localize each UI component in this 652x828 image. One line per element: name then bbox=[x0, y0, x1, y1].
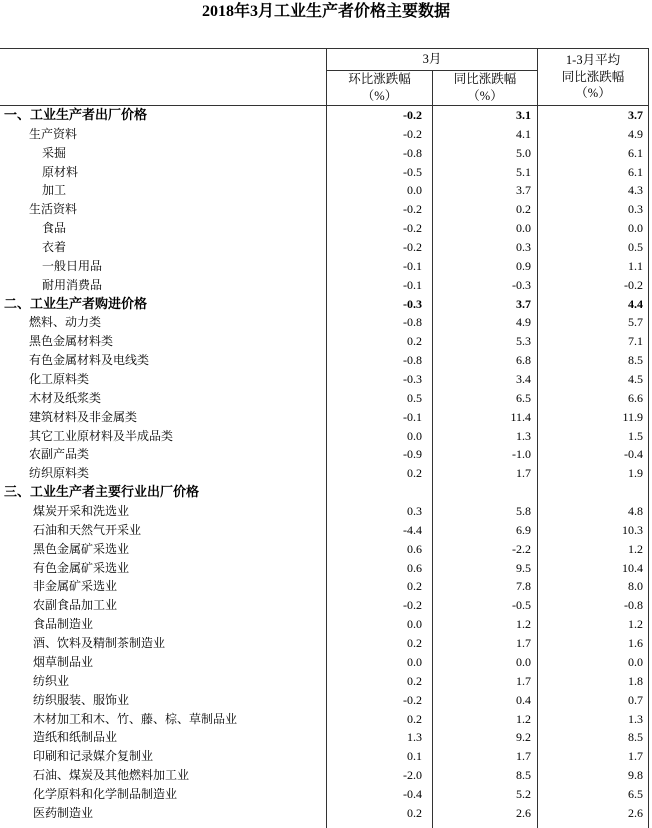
row-label: 煤炭开采和洗选业 bbox=[0, 502, 327, 521]
ytd-header-label: 同比涨跌幅 bbox=[561, 69, 625, 84]
mom-value: 0.2 bbox=[327, 710, 433, 729]
table-row bbox=[0, 747, 649, 766]
row-label: 原材料 bbox=[0, 163, 327, 182]
table-row bbox=[0, 653, 649, 672]
month-subheaders bbox=[327, 71, 537, 108]
ytd-value: 1.5 bbox=[538, 427, 649, 446]
yoy-value bbox=[433, 823, 538, 828]
table-row bbox=[0, 785, 649, 804]
mom-value: -0.8 bbox=[327, 313, 433, 332]
row-label: 二、工业生产者购进价格 bbox=[0, 295, 327, 314]
row-label: 衣着 bbox=[0, 238, 327, 257]
mom-value: -0.1 bbox=[327, 276, 433, 295]
mom-value: 0.3 bbox=[327, 502, 433, 521]
yoy-value: 7.8 bbox=[433, 577, 538, 596]
item-column-header bbox=[0, 49, 327, 105]
yoy-value: 6.9 bbox=[433, 521, 538, 540]
table-row bbox=[0, 502, 649, 521]
mom-value: 0.0 bbox=[327, 181, 433, 200]
table-row bbox=[0, 728, 649, 747]
mom-header-label: 环比涨跌幅 bbox=[348, 72, 411, 86]
table-body bbox=[0, 106, 649, 823]
mom-value: 0.0 bbox=[327, 615, 433, 634]
ytd-value: 4.9 bbox=[538, 125, 649, 144]
section-row bbox=[0, 295, 649, 314]
ytd-value: 10.3 bbox=[538, 521, 649, 540]
mom-value: -0.2 bbox=[327, 238, 433, 257]
mom-value: 0.2 bbox=[327, 332, 433, 351]
mom-value: -0.1 bbox=[327, 408, 433, 427]
table-row bbox=[0, 181, 649, 200]
table-row bbox=[0, 313, 649, 332]
yoy-header-unit: （%） bbox=[467, 89, 503, 103]
mom-value: -0.3 bbox=[327, 370, 433, 389]
row-label: 生产资料 bbox=[0, 125, 327, 144]
yoy-value: 1.7 bbox=[433, 634, 538, 653]
ytd-value: 0.0 bbox=[538, 219, 649, 238]
yoy-value: 0.0 bbox=[433, 219, 538, 238]
table-row bbox=[0, 370, 649, 389]
mom-value: -0.2 bbox=[327, 125, 433, 144]
table-row bbox=[0, 276, 649, 295]
row-label: 医药制造业 bbox=[0, 804, 327, 823]
table-row bbox=[0, 804, 649, 823]
table-row bbox=[0, 389, 649, 408]
yoy-value: 3.1 bbox=[433, 106, 538, 125]
row-label: 化工原料类 bbox=[0, 370, 327, 389]
ytd-value: -0.8 bbox=[538, 596, 649, 615]
ytd-value bbox=[538, 823, 649, 828]
yoy-value: -0.5 bbox=[433, 596, 538, 615]
yoy-value: 9.5 bbox=[433, 559, 538, 578]
table-row bbox=[0, 408, 649, 427]
yoy-value: 5.1 bbox=[433, 163, 538, 182]
ytd-header bbox=[538, 49, 649, 105]
section-row bbox=[0, 483, 649, 502]
mom-value: -0.1 bbox=[327, 257, 433, 276]
row-label: 木材及纸浆类 bbox=[0, 389, 327, 408]
yoy-value: 5.8 bbox=[433, 502, 538, 521]
mom-value: 0.2 bbox=[327, 634, 433, 653]
mom-value: 0.6 bbox=[327, 540, 433, 559]
yoy-value: 5.3 bbox=[433, 332, 538, 351]
mom-value: -0.2 bbox=[327, 219, 433, 238]
table-row bbox=[0, 634, 649, 653]
ytd-value: 7.1 bbox=[538, 332, 649, 351]
row-label: 耐用消费品 bbox=[0, 276, 327, 295]
ytd-value: 2.6 bbox=[538, 804, 649, 823]
ytd-value: 4.4 bbox=[538, 295, 649, 314]
yoy-header bbox=[433, 71, 537, 108]
ytd-value: 1.7 bbox=[538, 747, 649, 766]
mom-value: -0.4 bbox=[327, 785, 433, 804]
row-label: 黑色金属材料类 bbox=[0, 332, 327, 351]
ytd-value: -0.2 bbox=[538, 276, 649, 295]
row-label: 生活资料 bbox=[0, 200, 327, 219]
ytd-value: 3.7 bbox=[538, 106, 649, 125]
page-title: 2018年3月工业生产者价格主要数据 bbox=[201, 3, 450, 20]
row-label: 化学原料和化学制品制造业 bbox=[0, 785, 327, 804]
ytd-value: 6.6 bbox=[538, 389, 649, 408]
row-label: 纺织服装、服饰业 bbox=[0, 691, 327, 710]
row-label: 建筑材料及非金属类 bbox=[0, 408, 327, 427]
mom-value: 0.5 bbox=[327, 389, 433, 408]
yoy-value: 1.7 bbox=[433, 747, 538, 766]
yoy-value: 0.2 bbox=[433, 200, 538, 219]
yoy-value: -2.2 bbox=[433, 540, 538, 559]
mom-value bbox=[327, 823, 433, 828]
table-row bbox=[0, 691, 649, 710]
yoy-value: 1.3 bbox=[433, 427, 538, 446]
row-label: 食品 bbox=[0, 219, 327, 238]
yoy-value: -0.3 bbox=[433, 276, 538, 295]
ytd-value: 9.8 bbox=[538, 766, 649, 785]
ytd-value: 4.8 bbox=[538, 502, 649, 521]
yoy-value: 3.7 bbox=[433, 181, 538, 200]
mom-value: -2.0 bbox=[327, 766, 433, 785]
ytd-value: 4.3 bbox=[538, 181, 649, 200]
row-label: 纺织原料类 bbox=[0, 464, 327, 483]
row-label: 一般日用品 bbox=[0, 257, 327, 276]
yoy-value: 1.7 bbox=[433, 464, 538, 483]
table-row bbox=[0, 577, 649, 596]
month-header-group bbox=[327, 49, 538, 105]
mom-value: 0.2 bbox=[327, 464, 433, 483]
ytd-value: 1.8 bbox=[538, 672, 649, 691]
row-label: 三、工业生产者主要行业出厂价格 bbox=[0, 483, 327, 502]
row-label: 农副食品加工业 bbox=[0, 596, 327, 615]
table-row bbox=[0, 238, 649, 257]
ytd-value: 8.5 bbox=[538, 351, 649, 370]
mom-value: 0.6 bbox=[327, 559, 433, 578]
row-label: 非金属矿采选业 bbox=[0, 577, 327, 596]
yoy-value: 9.2 bbox=[433, 728, 538, 747]
table-row bbox=[0, 427, 649, 446]
row-label: 其它工业原材料及半成品类 bbox=[0, 427, 327, 446]
ytd-value bbox=[538, 483, 649, 502]
ytd-value: 8.5 bbox=[538, 728, 649, 747]
table-row bbox=[0, 445, 649, 464]
mom-value: 0.2 bbox=[327, 672, 433, 691]
row-label: 木材加工和木、竹、藤、棕、草制品业 bbox=[0, 710, 327, 729]
mom-value: 1.3 bbox=[327, 728, 433, 747]
yoy-value: 4.1 bbox=[433, 125, 538, 144]
yoy-value: 0.0 bbox=[433, 653, 538, 672]
table-row bbox=[0, 521, 649, 540]
yoy-value: 11.4 bbox=[433, 408, 538, 427]
ytd-value: 1.9 bbox=[538, 464, 649, 483]
yoy-value bbox=[433, 483, 538, 502]
mom-value: -0.3 bbox=[327, 295, 433, 314]
table-row bbox=[0, 615, 649, 634]
ytd-value: 1.2 bbox=[538, 540, 649, 559]
row-label: 一、工业生产者出厂价格 bbox=[0, 106, 327, 125]
ytd-value: 1.1 bbox=[538, 257, 649, 276]
row-label: 酒、饮料及精制茶制造业 bbox=[0, 634, 327, 653]
yoy-value: 5.2 bbox=[433, 785, 538, 804]
ytd-value: 6.1 bbox=[538, 163, 649, 182]
month-header: 3月 bbox=[327, 49, 537, 71]
ytd-value: 1.6 bbox=[538, 634, 649, 653]
ytd-value: 0.3 bbox=[538, 200, 649, 219]
table-row bbox=[0, 144, 649, 163]
yoy-value: 3.4 bbox=[433, 370, 538, 389]
yoy-value: 3.7 bbox=[433, 295, 538, 314]
mom-value: 0.1 bbox=[327, 747, 433, 766]
table-row bbox=[0, 596, 649, 615]
yoy-value: 6.5 bbox=[433, 389, 538, 408]
table-row bbox=[0, 672, 649, 691]
ytd-value: 0.0 bbox=[538, 653, 649, 672]
table-row bbox=[0, 464, 649, 483]
mom-value bbox=[327, 483, 433, 502]
section-row bbox=[0, 106, 649, 125]
row-label: 农副产品类 bbox=[0, 445, 327, 464]
ytd-value: 0.5 bbox=[538, 238, 649, 257]
ytd-value: 1.2 bbox=[538, 615, 649, 634]
row-label: 加工 bbox=[0, 181, 327, 200]
table-row bbox=[0, 766, 649, 785]
yoy-value: 4.9 bbox=[433, 313, 538, 332]
row-label: 黑色金属矿采选业 bbox=[0, 540, 327, 559]
ytd-value: 11.9 bbox=[538, 408, 649, 427]
row-label: 烟草制品业 bbox=[0, 653, 327, 672]
ytd-value: 1.3 bbox=[538, 710, 649, 729]
ytd-value: 4.5 bbox=[538, 370, 649, 389]
row-label: 有色金属矿采选业 bbox=[0, 559, 327, 578]
table-row bbox=[0, 125, 649, 144]
yoy-value: 1.7 bbox=[433, 672, 538, 691]
mom-value: 0.2 bbox=[327, 804, 433, 823]
mom-header bbox=[327, 71, 433, 108]
mom-value: 0.0 bbox=[327, 653, 433, 672]
yoy-value: 0.9 bbox=[433, 257, 538, 276]
yoy-value: 2.6 bbox=[433, 804, 538, 823]
row-label: 有色金属材料及电线类 bbox=[0, 351, 327, 370]
row-label: 食品制造业 bbox=[0, 615, 327, 634]
mom-value: -0.2 bbox=[327, 691, 433, 710]
yoy-value: 1.2 bbox=[433, 615, 538, 634]
mom-header-unit: （%） bbox=[361, 89, 398, 103]
table-row bbox=[0, 351, 649, 370]
table-row bbox=[0, 163, 649, 182]
ytd-value: 6.5 bbox=[538, 785, 649, 804]
mom-value: -0.8 bbox=[327, 144, 433, 163]
table-row-partial bbox=[0, 823, 649, 828]
price-table bbox=[0, 48, 649, 828]
table-row bbox=[0, 540, 649, 559]
yoy-header-label: 同比涨跌幅 bbox=[453, 72, 517, 86]
table-row bbox=[0, 257, 649, 276]
ytd-value: 8.0 bbox=[538, 577, 649, 596]
row-label: 纺织业 bbox=[0, 672, 327, 691]
mom-value: -0.2 bbox=[327, 200, 433, 219]
yoy-value: 0.4 bbox=[433, 691, 538, 710]
mom-value: -0.5 bbox=[327, 163, 433, 182]
row-label: 石油、煤炭及其他燃料加工业 bbox=[0, 766, 327, 785]
row-label bbox=[0, 823, 327, 828]
mom-value: -0.2 bbox=[327, 596, 433, 615]
ytd-value: 6.1 bbox=[538, 144, 649, 163]
mom-value: -0.8 bbox=[327, 351, 433, 370]
ytd-value: 0.7 bbox=[538, 691, 649, 710]
mom-value: -0.9 bbox=[327, 445, 433, 464]
table-row bbox=[0, 200, 649, 219]
row-label: 印刷和记录媒介复制业 bbox=[0, 747, 327, 766]
yoy-value: 0.3 bbox=[433, 238, 538, 257]
ytd-value: 5.7 bbox=[538, 313, 649, 332]
table-row bbox=[0, 219, 649, 238]
row-label: 燃料、动力类 bbox=[0, 313, 327, 332]
table-row bbox=[0, 332, 649, 351]
yoy-value: -1.0 bbox=[433, 445, 538, 464]
yoy-value: 1.2 bbox=[433, 710, 538, 729]
mom-value: -4.4 bbox=[327, 521, 433, 540]
table-header bbox=[0, 48, 649, 106]
yoy-value: 8.5 bbox=[433, 766, 538, 785]
ytd-header-period: 1-3月平均 bbox=[565, 53, 621, 68]
mom-value: 0.0 bbox=[327, 427, 433, 446]
row-label: 石油和天然气开采业 bbox=[0, 521, 327, 540]
table-row bbox=[0, 710, 649, 729]
ytd-header-unit: （%） bbox=[575, 86, 611, 101]
row-label: 采掘 bbox=[0, 144, 327, 163]
yoy-value: 5.0 bbox=[433, 144, 538, 163]
table-row bbox=[0, 559, 649, 578]
mom-value: 0.2 bbox=[327, 577, 433, 596]
ytd-value: 10.4 bbox=[538, 559, 649, 578]
row-label: 造纸和纸制品业 bbox=[0, 728, 327, 747]
ytd-value: -0.4 bbox=[538, 445, 649, 464]
yoy-value: 6.8 bbox=[433, 351, 538, 370]
mom-value: -0.2 bbox=[327, 106, 433, 125]
